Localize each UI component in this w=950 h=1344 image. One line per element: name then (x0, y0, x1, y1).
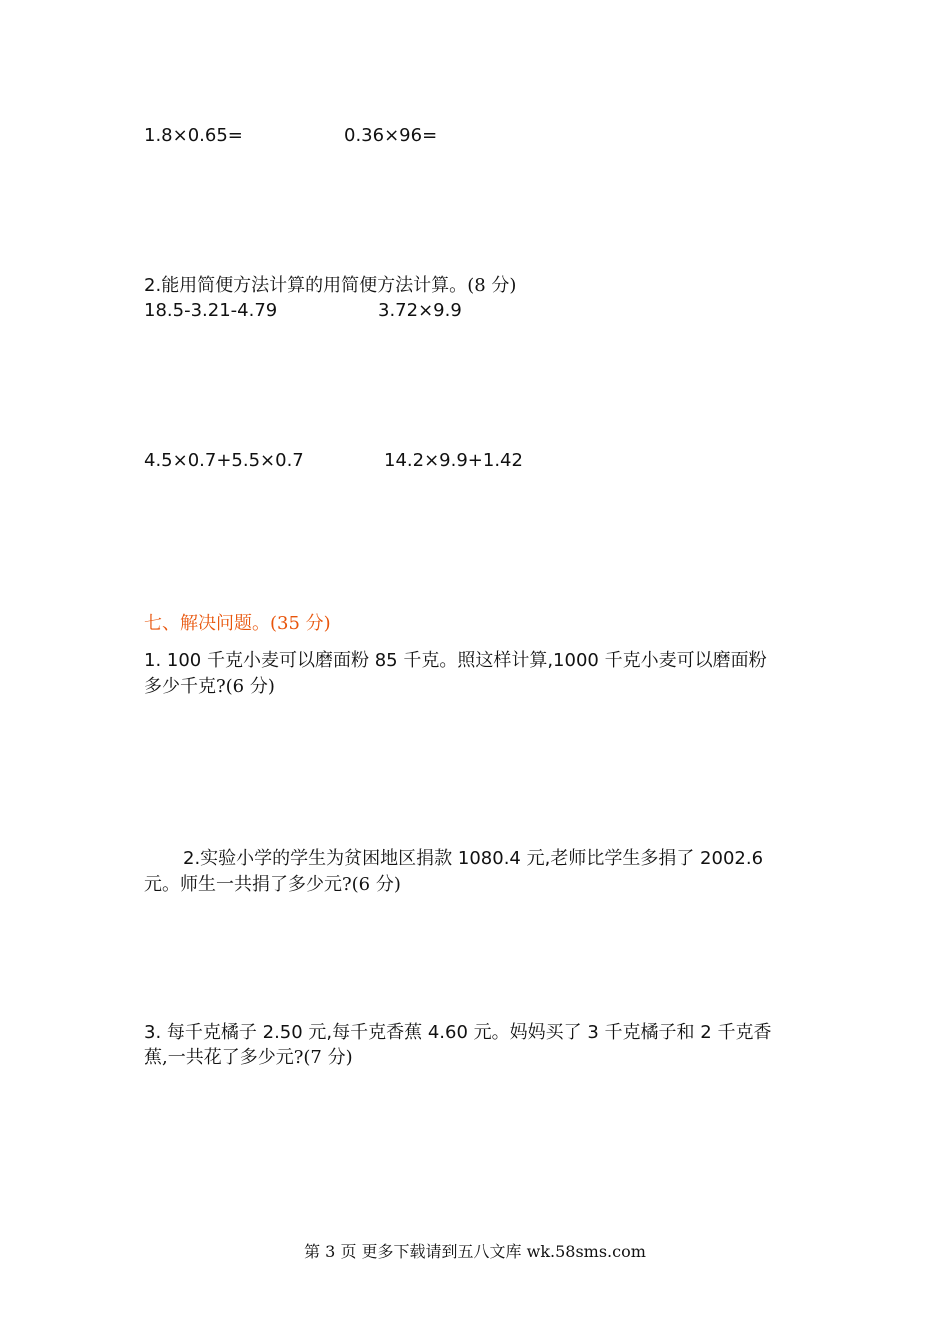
expression: 3.72×9.9 (378, 300, 462, 321)
problem-2-line-1: 2.实验小学的学生为贫困地区捐款 1080.4 元,老师比学生多捐了 2002.6 (183, 848, 764, 869)
calc-row-2 (144, 299, 462, 323)
question-score: (8 分) (467, 275, 517, 296)
calc-row-1 (144, 124, 438, 148)
problem-1-line-2: 多少千克?(6 分) (144, 676, 275, 697)
problem-3-line-2: 蕉,一共花了多少元?(7 分) (144, 1047, 353, 1068)
expression: 4.5×0.7+5.5×0.7 (144, 450, 304, 471)
problem-3-line-1: 3. 每千克橘子 2.50 元,每千克香蕉 4.60 元。妈妈买了 3 千克橘子和 2 千克香 (144, 1022, 772, 1043)
problem-2-line-2: 元。师生一共捐了多少元?(6 分) (144, 874, 401, 895)
expression: 14.2×9.9+1.42 (384, 450, 523, 471)
section-score: (35 分) (270, 613, 331, 634)
page-footer: 第 3 页 更多下载请到五八文库 wk.58sms.com (304, 1242, 646, 1261)
question-2-heading (144, 274, 516, 298)
expression: 1.8×0.65= (144, 125, 243, 146)
section-heading (144, 612, 331, 636)
expression: 0.36×96= (344, 125, 438, 146)
expression: 18.5-3.21-4.79 (144, 300, 278, 321)
problem-1-line-1: 1. 100 千克小麦可以磨面粉 85 千克。照这样计算,1000 千克小麦可以磨面粉 (144, 650, 767, 671)
question-number: 2. (144, 275, 162, 296)
section-title: 七、解决问题。 (144, 613, 270, 634)
question-title: 能用简便方法计算的用简便方法计算。 (161, 275, 468, 296)
calc-row-3 (144, 449, 523, 473)
